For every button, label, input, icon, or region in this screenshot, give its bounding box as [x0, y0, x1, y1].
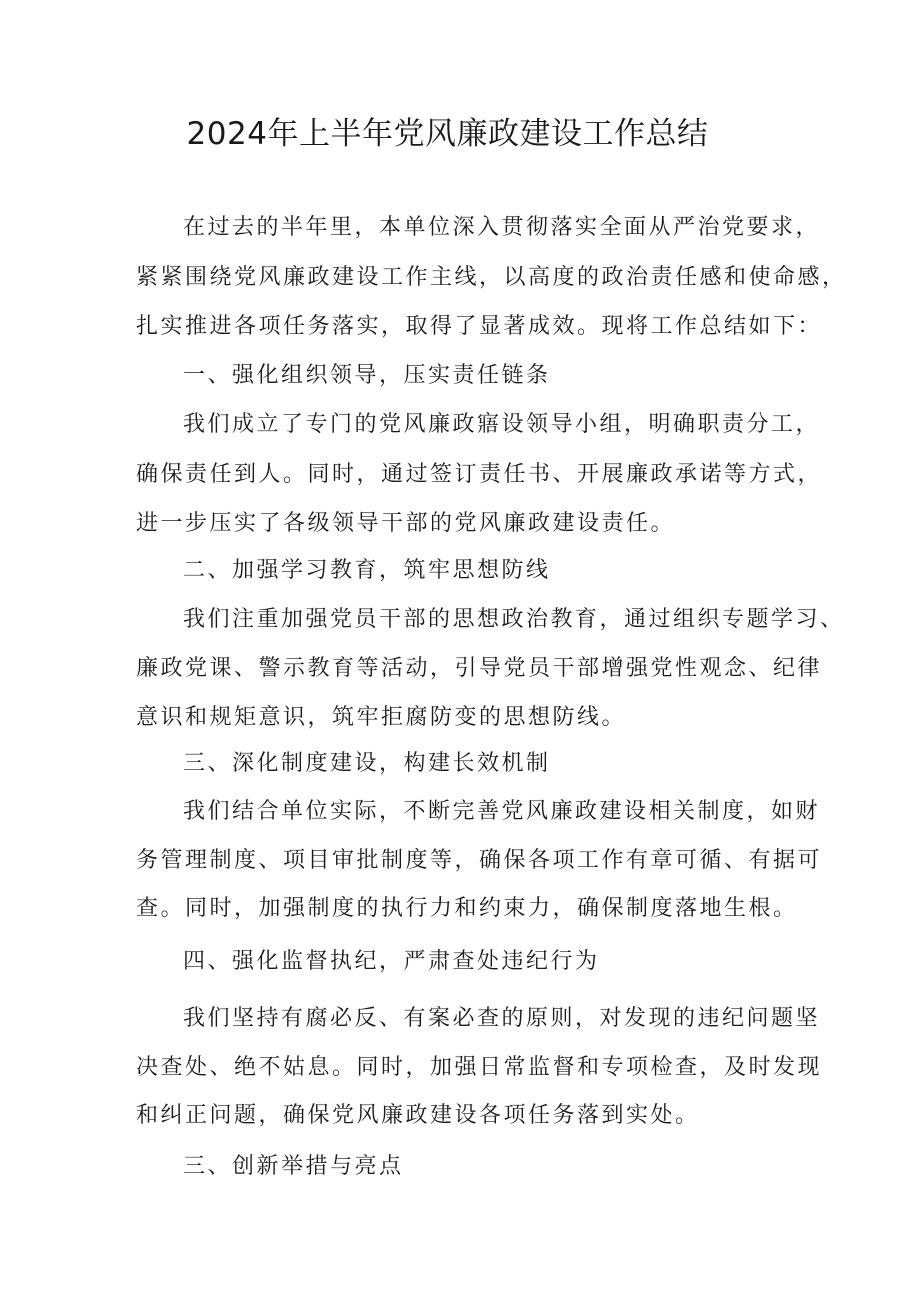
- section-heading: 三、创新举措与亮点: [183, 1154, 404, 1179]
- paragraph-line: 廉政党课、警示教育等活动，引导党员干部增强党性观念、纪律: [136, 656, 823, 681]
- paragraph-line: 和纠正问题，确保党风廉政建设各项任务落到实处。: [136, 1103, 700, 1128]
- section-heading: 三、深化制度建设，构建长效机制: [183, 751, 551, 776]
- section-heading: 二、加强学习教育，筑牢思想防线: [183, 558, 551, 583]
- paragraph-line: 查。同时，加强制度的执行力和约束力，确保制度落地生根。: [136, 896, 798, 921]
- section-heading: 一、强化组织领导，压实责任链条: [183, 363, 551, 388]
- paragraph-line: 决查处、绝不姑息。同时，加强日常监督和专项检查，及时发现: [136, 1055, 823, 1080]
- paragraph-line: 确保责任到人。同时，通过签订责任书、开展廉政承诺等方式，: [136, 462, 823, 487]
- paragraph-line: 意识和规矩意识，筑牢拒腐防变的思想防线。: [136, 705, 627, 730]
- document-title: 2024年上半年党风廉政建设工作总结: [186, 116, 709, 152]
- paragraph-line: 扎实推进各项任务落实，取得了显著成效。现将工作总结如下：: [136, 314, 823, 339]
- paragraph-line: 务管理制度、项目审批制度等，确保各项工作有章可循、有据可: [136, 848, 823, 873]
- paragraph-line: 紧紧围绕党风廉政建设工作主线，以高度的政治责任感和使命感，: [136, 265, 847, 290]
- paragraph-line: 进一步压实了各级领导干部的党风廉政建设责任。: [136, 511, 676, 536]
- paragraph-line: 在过去的半年里，本单位深入贯彻落实全面从严治党要求，: [183, 215, 821, 240]
- section-heading: 四、强化监督执纪，严肃查处违纪行为: [183, 949, 600, 974]
- paragraph-line: 我们结合单位实际，不断完善党风廉政建设相关制度，如财: [183, 799, 821, 824]
- paragraph-line: 我们成立了专门的党风廉政寤设领导小组，明确职责分工，: [183, 412, 821, 437]
- paragraph-line: 我们注重加强党员干部的思想政治教育，通过组织专题学习、: [183, 607, 845, 632]
- paragraph-line: 我们坚持有腐必反、有案必查的原则，对发现的违纪问题坚: [183, 1006, 821, 1031]
